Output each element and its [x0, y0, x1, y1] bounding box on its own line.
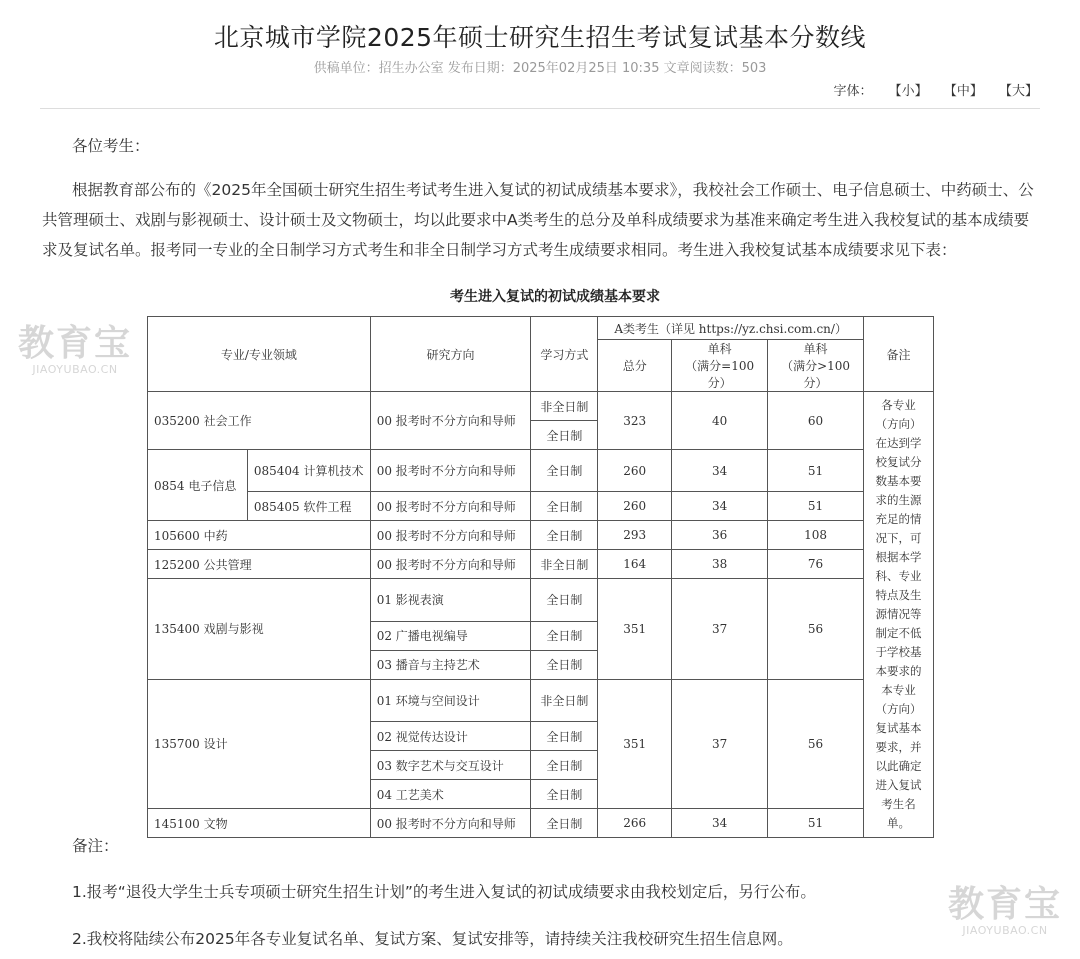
- table-caption: 考生进入复试的初试成绩基本要求: [450, 289, 660, 305]
- article-title: 北京城市学院2025年硕士研究生招生考试复试基本分数线: [213, 23, 867, 52]
- mode-cell: 全日制: [531, 492, 598, 521]
- single100-cell: 36: [672, 521, 768, 550]
- header-remark: 备注: [864, 317, 934, 392]
- mode-cell: 非全日制: [531, 392, 598, 421]
- table-row: [148, 392, 934, 421]
- direction-cell: 00 报考时不分方向和导师: [370, 450, 531, 492]
- major-cell: 125200 公共管理: [148, 550, 371, 579]
- singleover-cell: 60: [768, 392, 864, 450]
- total-cell: 323: [598, 392, 672, 450]
- direction-cell: 01 环境与空间设计: [370, 679, 531, 721]
- table-row: [148, 492, 934, 521]
- single100-cell: 40: [672, 392, 768, 450]
- direction-cell: 00 报考时不分方向和导师: [370, 550, 531, 579]
- direction-cell: 04 工艺美术: [370, 780, 531, 809]
- major-cell: 0854 电子信息: [148, 450, 248, 521]
- total-cell: 164: [598, 550, 672, 579]
- single100-cell: 37: [672, 679, 768, 808]
- mode-cell: 非全日制: [531, 550, 598, 579]
- singleover-cell: 76: [768, 550, 864, 579]
- single100-cell: 37: [672, 579, 768, 679]
- single100-cell: 34: [672, 492, 768, 521]
- font-size-small-link[interactable]: 【小】: [888, 84, 928, 99]
- major-cell: 135700 设计: [148, 679, 371, 808]
- single100-cell: 34: [672, 450, 768, 492]
- major-cell: 135400 戏剧与影视: [148, 579, 371, 679]
- font-size-label: 字体：: [833, 84, 873, 99]
- table-row: [148, 450, 934, 492]
- direction-cell: 03 数字艺术与交互设计: [370, 751, 531, 780]
- single100-cell: 34: [672, 809, 768, 838]
- direction-cell: 01 影视表演: [370, 579, 531, 621]
- direction-cell: 03 播音与主持艺术: [370, 650, 531, 679]
- watermark-logo: 教育宝 JIAOYUBAO.CN: [948, 884, 1063, 937]
- watermark-logo: 教育宝 JIAOYUBAO.CN: [18, 323, 133, 376]
- mode-cell: 全日制: [531, 780, 598, 809]
- major-cell: 105600 中药: [148, 521, 371, 550]
- singleover-cell: 108: [768, 521, 864, 550]
- note-2: 2.我校将陆续公布2025年各专业复试名单、复试方案、复试安排等，请持续关注我校研究生招生信息网。: [72, 930, 793, 948]
- direction-cell: 00 报考时不分方向和导师: [370, 492, 531, 521]
- mode-cell: 全日制: [531, 751, 598, 780]
- mode-cell: 全日制: [531, 621, 598, 650]
- mode-cell: 全日制: [531, 521, 598, 550]
- mode-cell: 全日制: [531, 450, 598, 492]
- header-direction: 研究方向: [370, 317, 531, 392]
- total-cell: 266: [598, 809, 672, 838]
- singleover-cell: 51: [768, 809, 864, 838]
- remark-cell: 各专业（方向）在达到学校复试分数基本要求的生源充足的情况下，可根据本学科、专业特点及生源情况等制定不低于学校基本要求的本专业（方向）复试基本要求，并以此确定进入复试考生名单。: [864, 392, 934, 838]
- header-a-class: A类考生（详见 https://yz.chsi.com.cn/）: [598, 317, 864, 340]
- field-cell: 085405 软件工程: [247, 492, 370, 521]
- header-total: 总分: [598, 340, 672, 392]
- table-row: [148, 809, 934, 838]
- single100-cell: 38: [672, 550, 768, 579]
- singleover-cell: 51: [768, 450, 864, 492]
- table-row: [148, 550, 934, 579]
- mode-cell: 全日制: [531, 809, 598, 838]
- mode-cell: 全日制: [531, 722, 598, 751]
- font-size-medium-link[interactable]: 【中】: [943, 84, 983, 99]
- total-cell: 351: [598, 579, 672, 679]
- total-cell: 351: [598, 679, 672, 808]
- header-major: 专业/专业领域: [148, 317, 371, 392]
- direction-cell: 02 视觉传达设计: [370, 722, 531, 751]
- article-meta: 供稿单位：招生办公室 发布日期：2025年02月25日 10:35 文章阅读数：503: [313, 61, 767, 76]
- singleover-cell: 56: [768, 579, 864, 679]
- header-divider: [40, 108, 1040, 109]
- singleover-cell: 56: [768, 679, 864, 808]
- direction-cell: 02 广播电视编导: [370, 621, 531, 650]
- table-row: [148, 579, 934, 621]
- body-paragraph: 根据教育部公布的《2025年全国硕士研究生招生考试考生进入复试的初试成绩基本要求》，我校社会工作硕士、电子信息硕士、中药硕士、公共管理硕士、戏剧与影视硕士、设计硕士及文物硕士，均以此要求中A类考生的总分及单科成绩要求为基准来确定考生进入我校复试的基本成绩要求及复试名单。报考同一专业的全日制学习方式考生和非全日制学习方式考生成绩要求相同。考生进入我校复试基本成绩要求见下表：: [42, 181, 1034, 259]
- direction-cell: 00 报考时不分方向和导师: [370, 809, 531, 838]
- header-single-100: 单科 （满分=100分）: [672, 340, 768, 392]
- mode-cell: 非全日制: [531, 679, 598, 721]
- note-1: 1.报考“退役大学生士兵专项硕士研究生招生计划”的考生进入复试的初试成绩要求由我校划定后，另行公布。: [72, 883, 816, 901]
- header-single-over-100: 单科 （满分>100分）: [768, 340, 864, 392]
- table-row: [148, 679, 934, 721]
- requirements-table: [147, 316, 934, 838]
- total-cell: 260: [598, 492, 672, 521]
- font-size-large-link[interactable]: 【大】: [998, 84, 1038, 99]
- mode-cell: 全日制: [531, 579, 598, 621]
- major-cell: 035200 社会工作: [148, 392, 371, 450]
- major-cell: 145100 文物: [148, 809, 371, 838]
- direction-cell: 00 报考时不分方向和导师: [370, 521, 531, 550]
- table-row: [148, 521, 934, 550]
- mode-cell: 全日制: [531, 421, 598, 450]
- font-size-switcher: [834, 80, 1038, 99]
- greeting: 各位考生：: [72, 137, 150, 155]
- field-cell: 085404 计算机技术: [247, 450, 370, 492]
- direction-cell: 00 报考时不分方向和导师: [370, 392, 531, 450]
- total-cell: 293: [598, 521, 672, 550]
- mode-cell: 全日制: [531, 650, 598, 679]
- header-mode: 学习方式: [531, 317, 598, 392]
- singleover-cell: 51: [768, 492, 864, 521]
- notes-title: 备注：: [72, 837, 119, 855]
- total-cell: 260: [598, 450, 672, 492]
